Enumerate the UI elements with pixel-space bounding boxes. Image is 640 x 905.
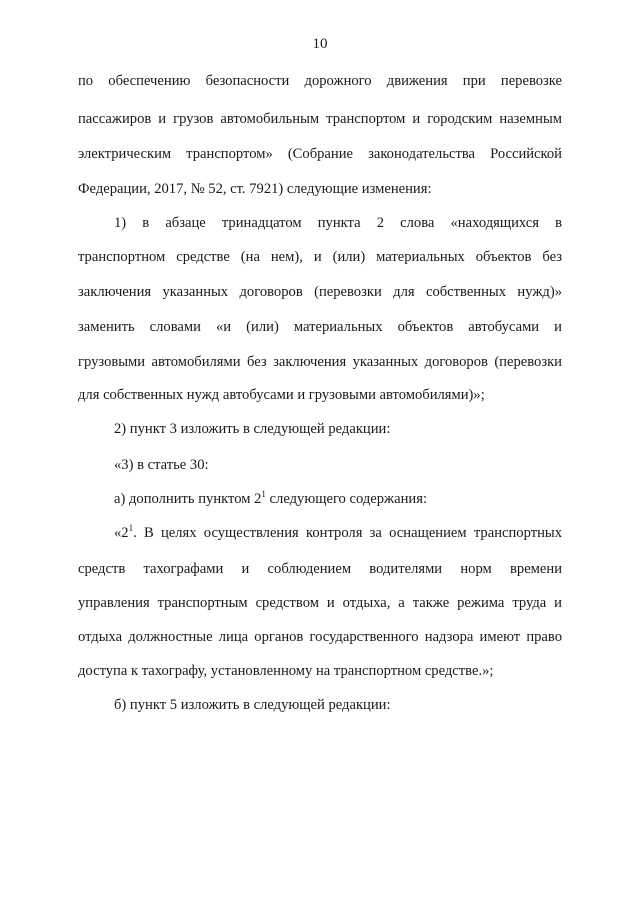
text-line: транспортном средстве (на нем), и (или) материальных объектов без — [78, 249, 562, 265]
text-line: пассажиров и грузов автомобильным транспортом и городским наземным — [78, 111, 562, 127]
text-line: грузовыми автомобилями без заключения указанных договоров (перевозки — [78, 354, 562, 370]
text-line: для собственных нужд автобусами и грузовыми автомобилями)»; — [78, 387, 485, 403]
text-segment: . В целях осуществления контроля за оснащением транспортных — [133, 525, 562, 541]
text-line: по обеспечению безопасности дорожного движения при перевозке — [78, 73, 562, 89]
text-segment: следующего содержания: — [265, 491, 428, 507]
text-segment: «2 — [114, 525, 129, 541]
text-line: доступа к тахографу, установленному на транспортном средстве.»; — [78, 663, 494, 679]
text-line: заключения указанных договоров (перевозки для собственных нужд)» — [78, 284, 562, 300]
text-line: отдыха должностные лица органов государственного надзора имеют право — [78, 629, 562, 645]
superscript: 1 — [261, 489, 266, 499]
text-line-with-superscript — [114, 524, 562, 542]
text-line: заменить словами «и (или) материальных объектов автобусами и — [78, 319, 562, 335]
page-number: 10 — [312, 36, 328, 52]
text-segment: а) дополнить пунктом 2 — [114, 491, 262, 507]
text-line: «3) в статье 30: — [114, 457, 209, 473]
text-line: 1) в абзаце тринадцатом пункта 2 слова «находящихся в — [114, 215, 562, 231]
text-line: 2) пункт 3 изложить в следующей редакции: — [114, 421, 391, 437]
text-line-with-superscript — [114, 490, 562, 508]
text-line: средств тахографами и соблюдением водителями норм времени — [78, 561, 562, 577]
text-line: б) пункт 5 изложить в следующей редакции: — [114, 697, 391, 713]
text-line: электрическим транспортом» (Собрание законодательства Российской — [78, 146, 562, 162]
text-line: управления транспортным средством и отдыха, а также режима труда и — [78, 595, 562, 611]
text-line: Федерации, 2017, № 52, ст. 7921) следующие изменения: — [78, 181, 432, 197]
superscript: 1 — [128, 523, 134, 533]
